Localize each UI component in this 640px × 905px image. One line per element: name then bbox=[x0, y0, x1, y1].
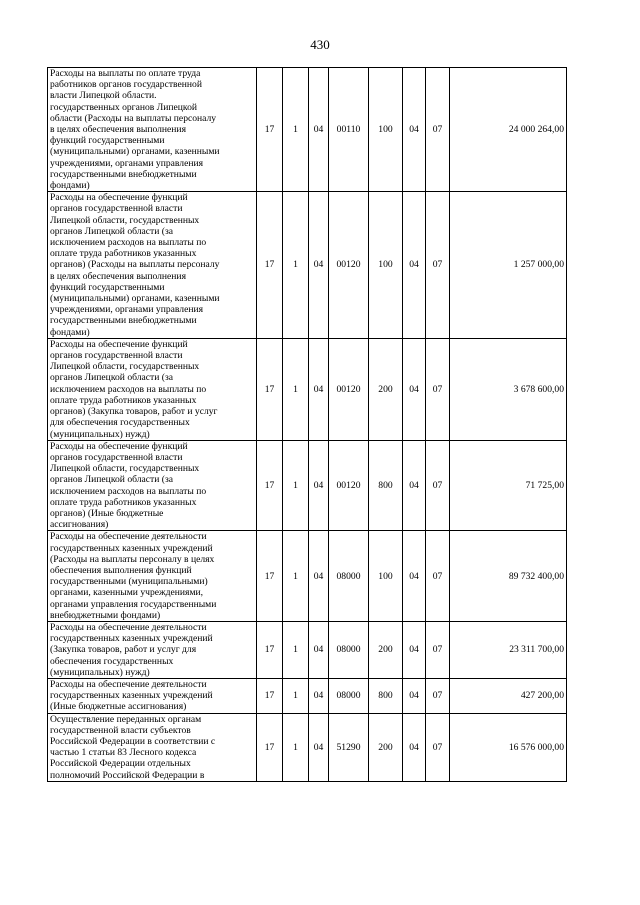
cell-code-3: 04 bbox=[309, 192, 329, 339]
row-description bbox=[48, 192, 257, 339]
description-line: функций государственными bbox=[50, 135, 165, 147]
description-line: исключением расходов на выплаты по bbox=[50, 485, 207, 497]
description-line: Расходы на обеспечение функций bbox=[50, 192, 188, 204]
page-number: 430 bbox=[310, 37, 330, 52]
description-line: оплате труда работников указанных bbox=[50, 394, 197, 406]
description-line: обеспечения выполнения функций bbox=[50, 564, 192, 576]
row-amount: 24 000 264,00 bbox=[450, 68, 567, 192]
description-line: (Иные бюджетные ассигнования) bbox=[50, 701, 187, 713]
row-description bbox=[48, 531, 257, 622]
row-amount: 89 732 400,00 bbox=[450, 531, 567, 622]
budget-table bbox=[47, 67, 567, 782]
description-line: государственных казенных учреждений bbox=[50, 633, 213, 645]
cell-code-3: 04 bbox=[309, 678, 329, 713]
description-line: работников органов государственной bbox=[50, 79, 202, 91]
row-description bbox=[48, 713, 257, 781]
description-line: для обеспечения государственных bbox=[50, 417, 190, 429]
cell-code-6: 04 bbox=[403, 338, 426, 440]
cell-code-2: 1 bbox=[283, 621, 309, 678]
description-line: в целях обеспечения выполнения bbox=[50, 270, 186, 282]
description-line: учреждениями, органами управления bbox=[50, 157, 204, 169]
description-line: государственными внебюджетными bbox=[50, 168, 197, 180]
cell-code-7: 07 bbox=[426, 678, 450, 713]
cell-code-4: 00120 bbox=[329, 338, 369, 440]
description-line: органами управления государственными bbox=[50, 598, 217, 610]
row-description bbox=[48, 678, 257, 713]
cell-code-6: 04 bbox=[403, 713, 426, 781]
description-line: Осуществление переданных органам bbox=[50, 713, 202, 725]
description-line: Расходы на обеспечение деятельности bbox=[50, 531, 207, 543]
description-line: Российской Федерации в соответствии с bbox=[50, 735, 216, 747]
cell-code-1: 17 bbox=[257, 192, 283, 339]
cell-code-6: 04 bbox=[403, 678, 426, 713]
description-line: Расходы на обеспечение деятельности bbox=[50, 621, 207, 633]
table-row bbox=[48, 192, 567, 339]
description-line: органами, казенными учреждениями, bbox=[50, 587, 204, 599]
cell-code-5: 800 bbox=[369, 678, 403, 713]
row-amount: 3 678 600,00 bbox=[450, 338, 567, 440]
description-line: государственными (муниципальными) bbox=[50, 576, 208, 588]
cell-code-3: 04 bbox=[309, 68, 329, 192]
cell-code-4: 08000 bbox=[329, 621, 369, 678]
description-line: частью 1 статьи 83 Лесного кодекса bbox=[50, 747, 197, 759]
description-line: органов) (Иные бюджетные bbox=[50, 507, 164, 519]
description-line: (Расходы на выплаты персоналу в целях bbox=[50, 553, 215, 565]
description-line: Расходы на обеспечение деятельности bbox=[50, 678, 207, 690]
description-line: органов государственной власти bbox=[50, 203, 183, 215]
description-line: оплате труда работников указанных bbox=[50, 248, 197, 260]
row-description bbox=[48, 621, 257, 678]
description-line: (Закупка товаров, работ и услуг для bbox=[50, 644, 197, 656]
cell-code-1: 17 bbox=[257, 68, 283, 192]
cell-code-7: 07 bbox=[426, 713, 450, 781]
description-line: государственных казенных учреждений bbox=[50, 690, 213, 702]
cell-code-3: 04 bbox=[309, 621, 329, 678]
cell-code-1: 17 bbox=[257, 440, 283, 531]
cell-code-6: 04 bbox=[403, 68, 426, 192]
description-line: Липецкой области, государственных bbox=[50, 463, 200, 475]
description-line: Расходы на выплаты по оплате труда bbox=[50, 68, 201, 79]
row-amount: 427 200,00 bbox=[450, 678, 567, 713]
description-line: фондами) bbox=[50, 326, 90, 338]
cell-code-5: 200 bbox=[369, 713, 403, 781]
row-description bbox=[48, 68, 257, 192]
table-row bbox=[48, 338, 567, 440]
description-line: внебюджетными фондами) bbox=[50, 609, 161, 621]
table-row bbox=[48, 621, 567, 678]
cell-code-2: 1 bbox=[283, 68, 309, 192]
description-line: полномочий Российской Федерации в bbox=[50, 769, 205, 781]
description-line: Расходы на обеспечение функций bbox=[50, 440, 188, 452]
cell-code-2: 1 bbox=[283, 531, 309, 622]
cell-code-2: 1 bbox=[283, 192, 309, 339]
cell-code-1: 17 bbox=[257, 678, 283, 713]
table-row bbox=[48, 440, 567, 531]
cell-code-5: 200 bbox=[369, 338, 403, 440]
description-line: в целях обеспечения выполнения bbox=[50, 124, 186, 136]
row-amount: 16 576 000,00 bbox=[450, 713, 567, 781]
description-line: государственных казенных учреждений bbox=[50, 542, 213, 554]
cell-code-4: 08000 bbox=[329, 531, 369, 622]
cell-code-5: 100 bbox=[369, 68, 403, 192]
table-row bbox=[48, 531, 567, 622]
description-line: ассигнования) bbox=[50, 519, 109, 531]
cell-code-1: 17 bbox=[257, 338, 283, 440]
description-line: оплате труда работников указанных bbox=[50, 496, 197, 508]
cell-code-2: 1 bbox=[283, 440, 309, 531]
table-row bbox=[48, 678, 567, 713]
cell-code-5: 200 bbox=[369, 621, 403, 678]
cell-code-2: 1 bbox=[283, 338, 309, 440]
row-description bbox=[48, 440, 257, 531]
description-line: обеспечения государственных bbox=[50, 655, 174, 667]
description-line: фондами) bbox=[50, 180, 90, 192]
cell-code-3: 04 bbox=[309, 338, 329, 440]
cell-code-6: 04 bbox=[403, 621, 426, 678]
cell-code-3: 04 bbox=[309, 531, 329, 622]
description-line: органов государственной власти bbox=[50, 350, 183, 362]
description-line: власти Липецкой области. bbox=[50, 90, 157, 102]
cell-code-4: 00120 bbox=[329, 440, 369, 531]
description-line: органов государственной власти bbox=[50, 451, 183, 463]
description-line: исключением расходов на выплаты по bbox=[50, 383, 207, 395]
description-line: органов) (Закупка товаров, работ и услуг bbox=[50, 406, 218, 418]
description-line: Липецкой области, государственных bbox=[50, 361, 200, 373]
description-line: органов Липецкой области (за bbox=[50, 372, 174, 384]
cell-code-7: 07 bbox=[426, 621, 450, 678]
cell-code-6: 04 bbox=[403, 531, 426, 622]
row-amount: 71 725,00 bbox=[450, 440, 567, 531]
description-line: органов) (Расходы на выплаты персоналу bbox=[50, 259, 220, 271]
cell-code-7: 07 bbox=[426, 192, 450, 339]
cell-code-3: 04 bbox=[309, 713, 329, 781]
description-line: Российской Федерации отдельных bbox=[50, 758, 191, 770]
description-line: органов Липецкой области (за bbox=[50, 225, 174, 237]
description-line: (муниципальных) нужд) bbox=[50, 666, 150, 678]
table-row bbox=[48, 713, 567, 781]
table-row bbox=[48, 68, 567, 192]
cell-code-5: 800 bbox=[369, 440, 403, 531]
cell-code-4: 08000 bbox=[329, 678, 369, 713]
cell-code-7: 07 bbox=[426, 68, 450, 192]
description-line: органов Липецкой области (за bbox=[50, 474, 174, 486]
row-amount: 1 257 000,00 bbox=[450, 192, 567, 339]
description-line: (муниципальных) нужд) bbox=[50, 428, 150, 440]
description-line: Расходы на обеспечение функций bbox=[50, 338, 188, 350]
row-amount: 23 311 700,00 bbox=[450, 621, 567, 678]
description-line: функций государственными bbox=[50, 281, 165, 293]
cell-code-7: 07 bbox=[426, 338, 450, 440]
cell-code-2: 1 bbox=[283, 713, 309, 781]
description-line: исключением расходов на выплаты по bbox=[50, 237, 207, 249]
cell-code-7: 07 bbox=[426, 531, 450, 622]
description-line: государственной власти субъектов bbox=[50, 724, 191, 736]
cell-code-1: 17 bbox=[257, 531, 283, 622]
cell-code-7: 07 bbox=[426, 440, 450, 531]
cell-code-5: 100 bbox=[369, 531, 403, 622]
cell-code-4: 00120 bbox=[329, 192, 369, 339]
cell-code-1: 17 bbox=[257, 713, 283, 781]
description-line: Липецкой области, государственных bbox=[50, 214, 200, 226]
description-line: государственными внебюджетными bbox=[50, 315, 197, 327]
cell-code-3: 04 bbox=[309, 440, 329, 531]
description-line: (муниципальными) органами, казенными bbox=[50, 293, 220, 305]
description-line: учреждениями, органами управления bbox=[50, 304, 204, 316]
cell-code-5: 100 bbox=[369, 192, 403, 339]
description-line: области (Расходы на выплаты персоналу bbox=[50, 112, 217, 124]
row-description bbox=[48, 338, 257, 440]
cell-code-6: 04 bbox=[403, 192, 426, 339]
cell-code-4: 51290 bbox=[329, 713, 369, 781]
description-line: государственных органов Липецкой bbox=[50, 101, 198, 113]
cell-code-4: 00110 bbox=[329, 68, 369, 192]
cell-code-2: 1 bbox=[283, 678, 309, 713]
cell-code-6: 04 bbox=[403, 440, 426, 531]
description-line: (муниципальными) органами, казенными bbox=[50, 146, 220, 158]
cell-code-1: 17 bbox=[257, 621, 283, 678]
